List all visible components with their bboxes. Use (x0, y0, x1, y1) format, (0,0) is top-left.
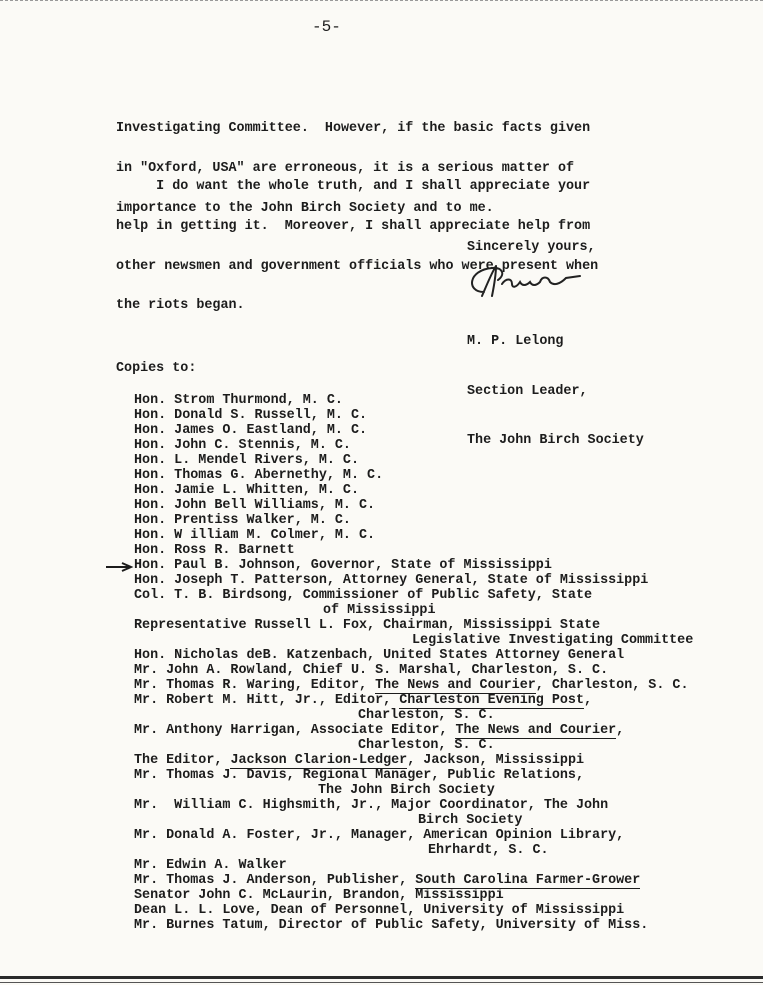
copy-recipient-text: Birch Society (418, 813, 523, 828)
copy-recipient (134, 828, 624, 843)
signer-name: M. P. Lelong (467, 334, 564, 349)
copy-recipient (134, 648, 624, 663)
copy-recipient (134, 888, 504, 903)
copy-recipient-text: Mr. Thomas J. Anderson, Publisher, (134, 873, 416, 888)
copy-recipient (134, 678, 688, 693)
copy-recipient-text: Charleston, S. C. (358, 738, 495, 753)
copy-recipient (134, 393, 343, 408)
copy-recipient (134, 513, 351, 528)
copy-recipient-text: Dean L. L. Love, Dean of Personnel, University of Mississippi (134, 903, 625, 918)
copy-recipient-text: Mr. Edwin A. Walker (134, 858, 287, 873)
arrow-icon (105, 562, 135, 572)
copy-recipient (134, 858, 287, 873)
copy-recipient-text: Hon. James O. Eastland, M. C. (134, 423, 368, 438)
copy-recipient-text: Representative Russell L. Fox, Chairman, Mississippi State (134, 618, 601, 633)
copy-recipient-text: Hon. Donald S. Russell, M. C. (134, 408, 368, 423)
publication-title: Charleston Evening Post (399, 693, 585, 708)
copy-recipient-text: Hon. Prentiss Walker, M. C. (134, 513, 351, 528)
paragraph-2-line: I do want the whole truth, and I shall appreciate your (116, 179, 591, 195)
copy-recipient-text: Hon. Strom Thurmond, M. C. (134, 393, 343, 408)
copy-recipient (134, 408, 367, 423)
copy-recipient (134, 528, 375, 543)
copy-recipient (134, 468, 383, 483)
closing: Sincerely yours, (467, 240, 596, 255)
copy-recipient-text: Mr. Anthony Harrigan, Associate Editor, (134, 723, 456, 738)
signer-title: Section Leader, (467, 383, 588, 399)
paragraph-1-line: in "Oxford, USA" are erroneous, it is a serious matter of (116, 161, 575, 177)
copy-recipient (323, 603, 436, 618)
copy-recipient (134, 663, 608, 678)
page-number: -5- (312, 18, 341, 36)
copy-recipient (134, 918, 648, 933)
copy-recipient-text: of Mississippi (323, 603, 436, 618)
copy-recipient-text: Mr. Donald A. Foster, Jr., Manager, American Opinion Library, (134, 828, 625, 843)
bottom-rule-thin (0, 982, 763, 983)
paragraph-1-line: Investigating Committee. However, if the basic facts given (116, 121, 591, 137)
paragraph-1-line: importance to the John Birch Society and to me. (116, 200, 494, 216)
signer-block (467, 301, 644, 466)
copy-recipient (418, 813, 522, 828)
copy-recipient-text: Hon. Thomas G. Abernethy, M. C. (134, 468, 384, 483)
copy-recipient (134, 753, 584, 768)
copy-recipient-text: Ehrhardt, S. C. (428, 843, 549, 858)
copy-recipient-text: Mr. Robert M. Hitt, Jr., Editor, (134, 693, 400, 708)
top-dashed-rule (0, 0, 763, 2)
copy-recipient-text: Hon. John Bell Williams, M. C. (134, 498, 376, 513)
copy-recipient-text: Charleston, S. C. (358, 708, 495, 723)
copy-recipient-suffix: , (616, 723, 625, 738)
paragraph-2-line: help in getting it. Moreover, I shall appreciate help from (116, 219, 591, 235)
copy-recipient-text: Mr. Thomas J. Davis, Regional Manager, Public Relations, (134, 768, 584, 783)
copy-recipient (134, 543, 295, 558)
copy-recipient (134, 768, 584, 783)
copy-recipient-text: Mr. William C. Highsmith, Jr., Major Coordinator, The John (134, 798, 609, 813)
copy-recipient (358, 738, 495, 753)
copy-recipient (428, 843, 549, 858)
copy-recipient (412, 633, 693, 648)
signer-org: The John Birch Society (467, 433, 644, 448)
copy-recipient-text: Hon. Paul B. Johnson, Governor, State of Mississippi (134, 558, 552, 573)
copy-recipient-text: Legislative Investigating Committee (412, 633, 694, 648)
copy-recipient-text: Hon. Ross R. Barnett (134, 543, 295, 558)
copy-recipient-text: Mr. Thomas R. Waring, Editor, (134, 678, 376, 693)
copy-recipient (134, 798, 608, 813)
copy-recipient-suffix: , Charleston, S. C. (535, 678, 689, 693)
copy-recipient (134, 873, 640, 888)
copy-recipient-text: Hon. Nicholas deB. Katzenbach, United States Attorney General (134, 648, 625, 663)
copy-recipient-text: The Editor, (134, 753, 231, 768)
publication-title: The News and Courier (375, 678, 536, 693)
bottom-rule (0, 976, 763, 979)
copy-recipient-text: Hon. W illiam M. Colmer, M. C. (134, 528, 376, 543)
copy-recipient (134, 483, 359, 498)
copy-recipient (134, 438, 351, 453)
copy-recipient-text: Col. T. B. Birdsong, Commissioner of Public Safety, State (134, 588, 593, 603)
copy-recipient (134, 558, 552, 573)
copy-recipient-suffix: , (584, 693, 593, 708)
copy-recipient (134, 573, 648, 588)
copy-recipient (134, 453, 359, 468)
copy-recipient (134, 423, 367, 438)
copy-recipient-text: Mr. Burnes Tatum, Director of Public Safety, University of Miss. (134, 918, 649, 933)
publication-title: South Carolina Farmer-Grower (415, 873, 641, 888)
copy-recipient-suffix: , Jackson, Mississippi (407, 753, 585, 768)
copy-recipient (134, 903, 624, 918)
copy-recipient-text: Hon. Jamie L. Whitten, M. C. (134, 483, 359, 498)
copy-recipient (134, 618, 600, 633)
copy-recipient-text: Senator John C. McLaurin, Brandon, Mississippi (134, 888, 504, 903)
paragraph-2-line: the riots began. (116, 298, 245, 314)
handwritten-signature (462, 262, 622, 302)
copies-label: Copies to: (116, 361, 197, 376)
publication-title: The News and Courier (455, 723, 617, 738)
copy-recipient (134, 588, 592, 603)
copy-recipient (318, 783, 495, 798)
copy-recipient (134, 723, 624, 738)
copy-recipient (134, 693, 592, 708)
paragraph-2-line: other newsmen and government officials who were present when (116, 258, 599, 274)
copy-recipient (358, 708, 495, 723)
copy-recipient-text: Mr. John A. Rowland, Chief U. S. Marshal, Charleston, S. C. (134, 663, 609, 678)
copy-recipient-text: The John Birch Society (318, 783, 495, 798)
copy-recipient-text: Hon. Joseph T. Patterson, Attorney General, State of Mississippi (134, 573, 649, 588)
copy-recipient (134, 498, 375, 513)
copy-recipient-text: Hon. L. Mendel Rivers, M. C. (134, 453, 359, 468)
copy-recipient-text: Hon. John C. Stennis, M. C. (134, 438, 351, 453)
publication-title: Jackson Clarion-Ledger (230, 753, 408, 768)
